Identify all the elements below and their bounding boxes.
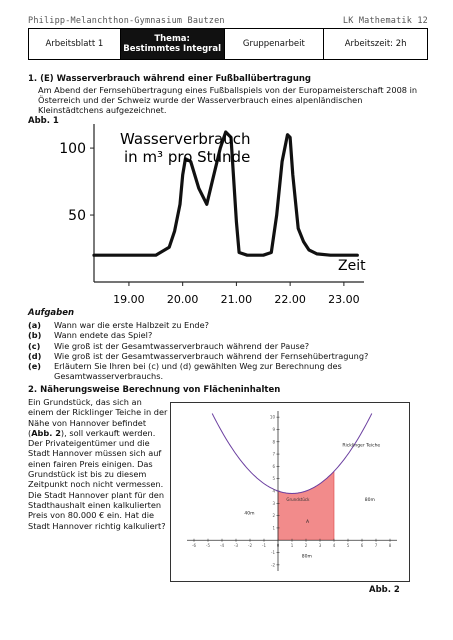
task2-story: Ein Grundstück, das sich an einem der Ricklinger Teiche in der Nähe von Hannover befindet (Abb. 2), soll verkauft werden. Der Privateigentümer und die Stadt Hannover müssen sich auf einen fairen Preis einigen. Das Grundstück ist bis zu diesem Zeitpunkt noch nicht vermessen. Die Stadt Hannover plant für den Stadthaushalt einen kalkulierten Preis von 80.000 € ein. Hat die Stadt Hannover richtig kalkuliert? <box>28 397 168 531</box>
task-item: (d) Wie groß ist der Gesamtwasserverbrauch während der Fernsehübertragung? <box>28 350 369 361</box>
parabola-curve <box>212 414 372 494</box>
x-tick-label: -3 <box>234 543 238 549</box>
y-tick-label: 7 <box>272 451 275 457</box>
x-tick-label: 19.00 <box>113 293 145 306</box>
course-name: LK Mathematik 12 <box>342 16 428 26</box>
y-tick-label: 4 <box>272 488 275 494</box>
y-tick-label: 50 <box>68 208 86 225</box>
parabola-chart <box>171 403 409 581</box>
task1-intro: Am Abend der Fernsehübertragung eines Fußballspiels von der Europameisterschaft 2008 in Österreich und der Schweiz wurde der Wasserverbrauch eines alpenländischen Kleinstädtchens aufgezeichnet. <box>38 85 418 116</box>
y-tick-label: 10 <box>269 414 275 420</box>
task-item: (e) Erläutern Sie Ihren bei (c) und (d) gewählten Weg zur Berechnung des Gesamtwasserverbrauchs. <box>28 361 342 382</box>
x-axis-label: Zeit <box>338 258 366 274</box>
y-tick-label: 6 <box>272 463 275 469</box>
task-item: (a) Wann war die erste Halbzeit zu Ende? <box>28 320 209 330</box>
annotation-80m-right: 80m <box>364 497 375 503</box>
x-tick-label: 8 <box>388 543 392 549</box>
time-cell: Arbeitszeit: 2h <box>324 29 428 60</box>
page-header-line <box>28 16 428 26</box>
task-item: (c) Wie groß ist der Gesamtwasserverbrauch während der Pause? <box>28 340 310 351</box>
x-tick-label: -6 <box>192 543 196 549</box>
grundstueck-area <box>278 471 334 540</box>
x-tick-label: 0 <box>276 543 280 549</box>
worksheet-header-table <box>28 28 428 60</box>
x-tick-label: -4 <box>220 543 224 549</box>
aufgaben-heading: Aufgaben <box>28 308 75 318</box>
thema-cell <box>120 29 224 60</box>
annotation-area: A <box>306 520 310 525</box>
y-tick-label: 5 <box>272 476 275 482</box>
y-tick-label: 2 <box>272 513 275 519</box>
y-tick-label: 8 <box>272 439 275 445</box>
thema-value: Bestimmtes Integral <box>123 44 222 54</box>
x-tick-label: 6 <box>360 543 364 549</box>
x-tick-label: 23.00 <box>328 293 360 306</box>
x-tick-label: 4 <box>332 543 336 549</box>
y-tick-label: 1 <box>272 525 275 531</box>
annotation-grundstueck: Grundstück <box>286 496 310 502</box>
plot-box <box>170 402 410 582</box>
x-tick-label: 5 <box>346 543 350 549</box>
chart1-text <box>59 130 366 306</box>
task-item: (b) Wann endete das Spiel? <box>28 330 153 341</box>
figure2-label: Abb. 2 <box>369 585 400 595</box>
x-tick-label: 22.00 <box>274 293 306 306</box>
annotation-teiche: Ricklinger Teiche <box>342 443 381 449</box>
y-tick-label: 100 <box>59 141 86 158</box>
x-tick-label: 7 <box>374 543 378 549</box>
x-tick-label: 20.00 <box>166 293 199 306</box>
x-tick-label: 2 <box>304 543 308 549</box>
y-tick-label: -1 <box>271 550 275 556</box>
thema-label: Thema: <box>154 34 190 44</box>
y-tick-label: -2 <box>271 562 275 568</box>
x-tick-label: -2 <box>248 543 252 549</box>
mode-cell: Gruppenarbeit <box>224 29 324 60</box>
chart2-curve <box>212 414 372 494</box>
shaded-area <box>278 471 334 540</box>
y-tick-label: 3 <box>272 500 275 506</box>
annotation-80m-bottom: 80m <box>301 554 312 560</box>
figure1-label: Abb. 1 <box>28 116 59 126</box>
chart2-text <box>192 415 392 568</box>
chart1-title: Wasserverbrauch <box>120 130 251 148</box>
x-tick-label: -1 <box>262 543 266 549</box>
x-tick-label: 3 <box>318 543 322 549</box>
chart1-subtitle: in m³ pro Stunde <box>124 148 251 166</box>
task1-heading: 1. (E) Wasserverbrauch während einer Fußballübertragung <box>28 74 312 84</box>
y-tick-label: 9 <box>272 426 275 432</box>
x-tick-label: 21.00 <box>220 293 253 306</box>
task2-heading: 2. Näherungsweise Berechnung von Flächeninhalten <box>28 385 281 395</box>
aufgaben-list <box>28 320 428 382</box>
sheet-cell: Arbeitsblatt 1 <box>29 29 121 60</box>
water-consumption-chart <box>0 118 453 308</box>
school-name: Philipp-Melanchthon-Gymnasium Bautzen <box>28 16 225 26</box>
x-tick-label: 1 <box>290 543 294 549</box>
annotation-40m: 40m <box>244 511 255 517</box>
x-tick-label: -5 <box>206 543 210 549</box>
